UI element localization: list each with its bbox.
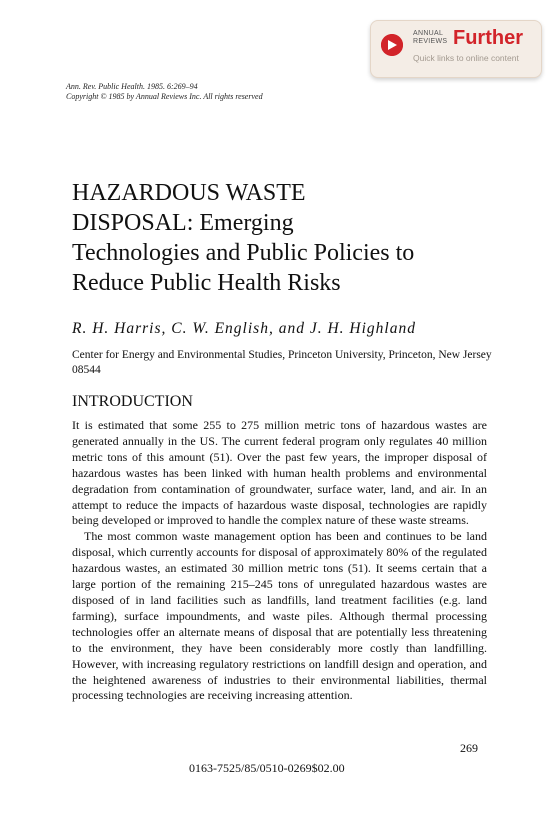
footer-code: 0163-7525/85/0510-0269$02.00	[189, 761, 345, 775]
paragraph-2: The most common waste management option has been and continues to be land disposal, which currently accounts for disposal of approximately 80% of the regulated hazardous wastes, an estimated 30 million metric tons (51). It seems certain that a large portion of the remaining 215–245 tons of unregulated hazardous wastes are disposed of in land facilities such as landfills, land treatment facilities (e.g. land farming), surface impoundments, and waste piles. Although thermal processing technologies offer an alternate means of disposal that are potentially less threatening to the environment, they have been considerably more costly than landfilling. However, with increasing regulatory restrictions on landfill design and operation, and the heightened awareness of industries to their environmental liabilities, thermal processing technologies are receiving increasing attention.	[72, 529, 487, 703]
title-line-4: Reduce Public Health Risks	[72, 270, 341, 296]
quick-links-label[interactable]: Quick links to online content	[413, 53, 519, 63]
page-number: 269	[460, 741, 478, 755]
title-line-3: Technologies and Public Policies to	[72, 240, 415, 266]
annual-reviews-label	[413, 30, 447, 46]
further-label[interactable]: Further	[453, 27, 523, 49]
authors: R. H. Harris, C. W. English, and J. H. Highland	[72, 320, 416, 337]
affiliation: Center for Energy and Environmental Studies, Princeton University, Princeton, New Jersey 08544	[72, 349, 492, 376]
article-title	[72, 178, 492, 298]
paragraph-1: It is estimated that some 255 to 275 million metric tons of hazardous wastes are generated annually in the US. The current federal program only regulates 40 million metric tons of this amount (51). Over the past few years, the improper disposal of hazardous wastes has been linked with human health problems and environmental degradation from contamination of groundwater, surface water, land, and air. In an attempt to reduce the impacts of hazardous waste disposal, technologies are rapidly being developed or improved to handle the complex nature of these waste streams.	[72, 418, 487, 528]
title-line-1: HAZARDOUS WASTE	[72, 180, 306, 206]
further-badge[interactable]	[370, 20, 542, 78]
body-text	[72, 418, 487, 704]
journal-header	[66, 82, 263, 102]
annual-label: ANNUAL	[413, 30, 444, 37]
title-line-2: DISPOSAL: Emerging	[72, 210, 294, 236]
journal-citation: Ann. Rev. Public Health. 1985. 6:269–94	[66, 82, 198, 91]
section-heading: INTRODUCTION	[72, 393, 193, 410]
annual-reviews-logo-icon	[381, 34, 403, 56]
reviews-label: REVIEWS	[413, 38, 448, 45]
copyright-line: Copyright © 1985 by Annual Reviews Inc. All rights reserved	[66, 92, 263, 101]
